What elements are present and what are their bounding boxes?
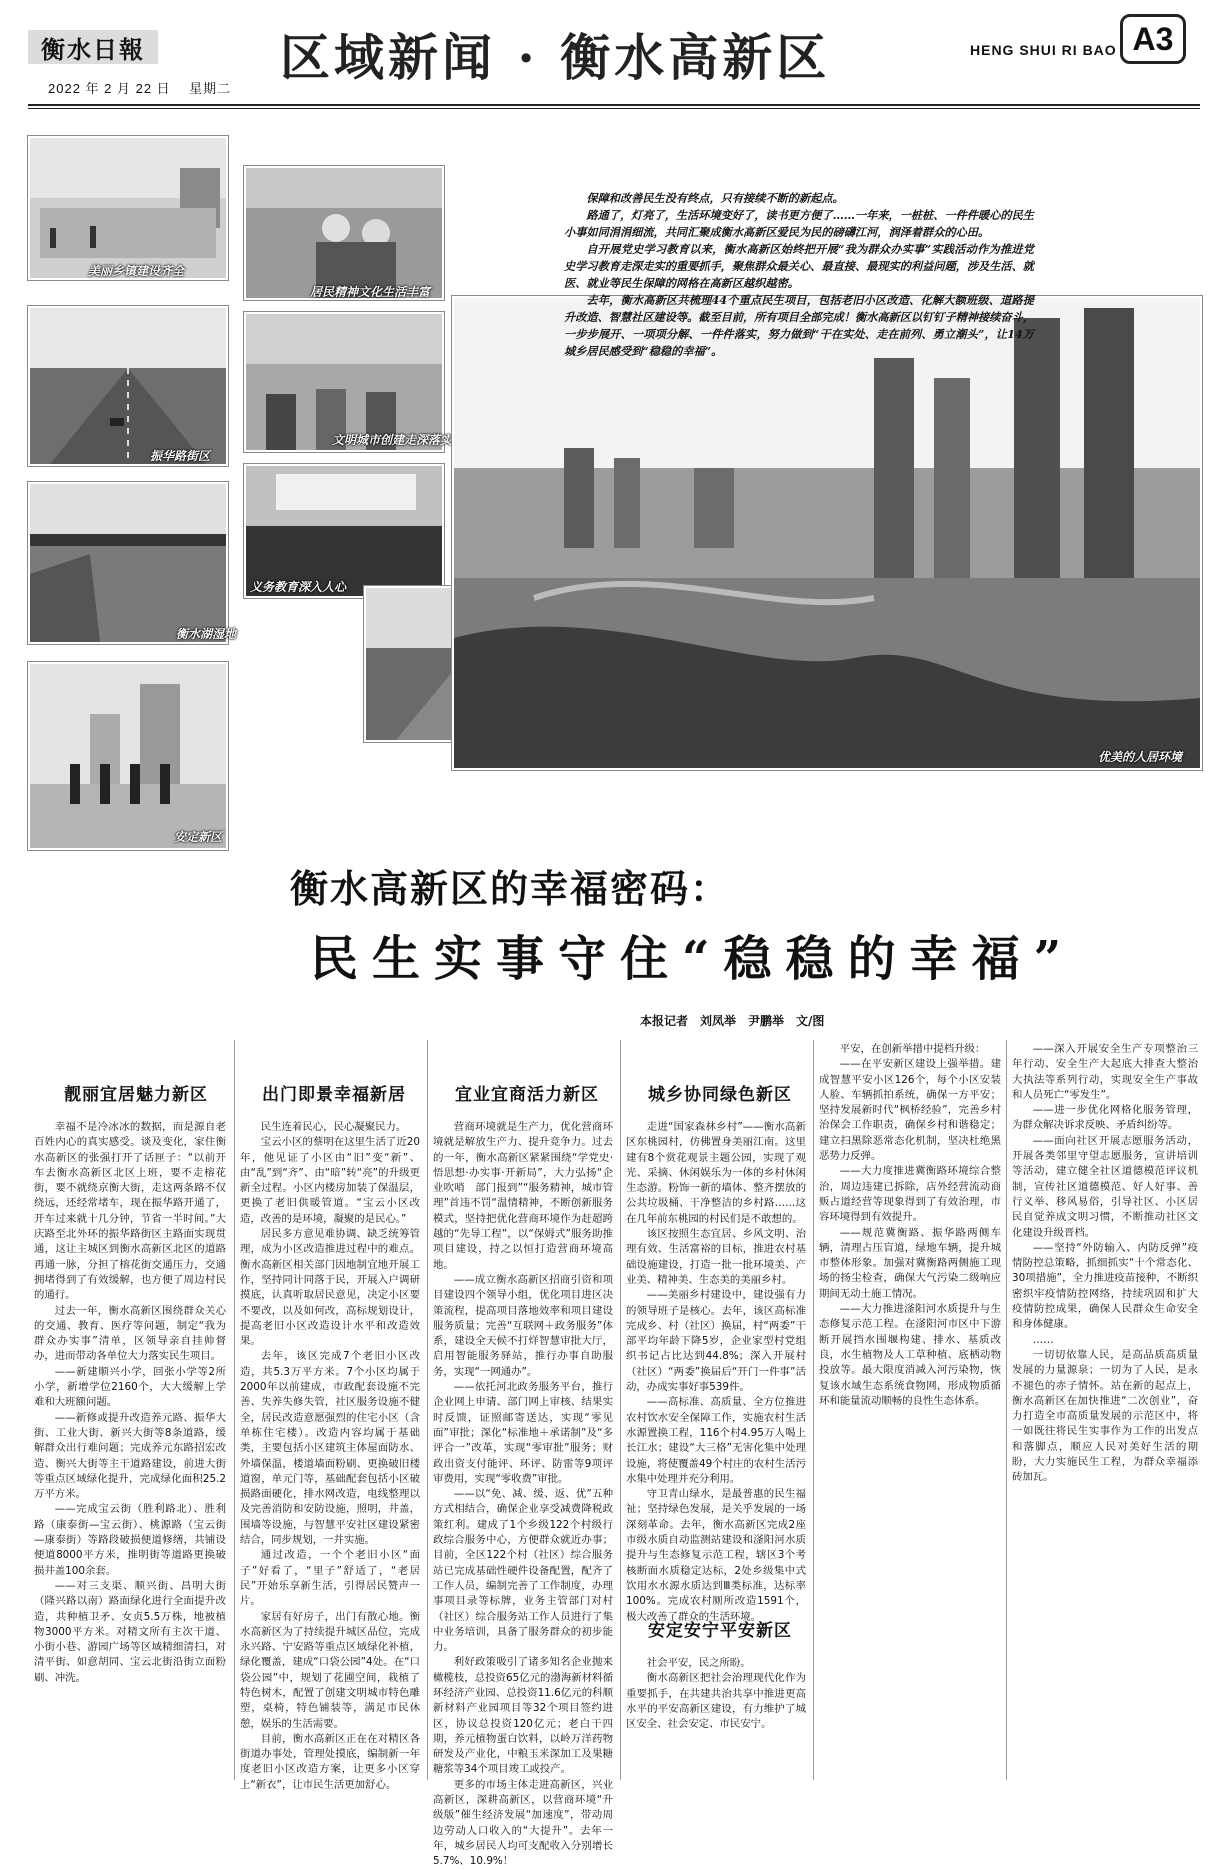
paragraph: ——面向社区开展志愿服务活动，开展各类邻里守望志愿服务，宣讲培训等活动，建立健全社区道德模范评议机制，宣传社区道德模范、好人好事、善行义举、移风易俗，引导社区、小区居民自觉养成文明习惯，不断推动社区文化建设升级晋档。 (1012, 1134, 1198, 1239)
paragraph: …… (1032, 1333, 1054, 1346)
paragraph: 一切切依靠人民，是高品质高质量发展的力量源泉；一切为了人民，是永不褪色的赤子情怀。站在新的起点上，衡水高新区在加快推进“二次创业”，奋力打造全市高质量发展的示范区中，将一如既往将民生实事作为工作的出发点和落脚点，顺应人民对美好生活的期盼，大力实施民生工程，为群众幸福添砖加瓦。 (1012, 1348, 1198, 1484)
intro-text (564, 190, 1034, 360)
photo-residents-dancing (244, 166, 444, 300)
byline: 本报记者 刘凤举 尹鹏举 文/图 (640, 1014, 825, 1028)
paragraph: ——以“免、减、缓、返、优”五种方式相结合，确保企业享受减费降税政策红利。建成了1个乡级122个村级行政综合服务中心，方便群众就近办事；目前，全区122个村（社区）综合服务站已完成基础性硬件设备配置，配齐了工作人员，编制完善了工作制度，办理事项目录等标牌，业务主管部门对村（社区）综合服务站工作人员进行了集中业务培训，具备了服务群众的初步能力。 (433, 1488, 613, 1654)
column-divider (620, 1040, 621, 1780)
column-divider (813, 1040, 814, 1780)
column-divider (427, 1040, 428, 1780)
masthead-rule-thin (28, 108, 1200, 109)
paragraph: 衡水高新区把社会治理现代化作为重要抓手，在共建共治共享中推进更高水平的平安高新区建设，有力维护了城区安全、社会安定、市民安宁。 (626, 1672, 806, 1731)
paragraph: ——坚持“外防输入、内防反弹”疫情防控总策略，抓细抓实“十个常态化、30项措施”，全力推进疫苗接种，不断织密织牢疫情防控网络，持续巩固和扩大疫情防控成果，确保人民群众生命安全和身体健康。 (1012, 1241, 1198, 1331)
section-title: 出门即景幸福新居 (262, 1085, 406, 1105)
photo-city-aerial (452, 296, 1202, 770)
photo-village-square (28, 136, 228, 280)
masthead-pinyin: HENG SHUI RI BAO (970, 42, 1117, 58)
paragraph: 走进“国家森林乡村”——衡水高新区东桃园村，仿佛置身美丽江南。这里建有8个赏花观景主题公园，实现了观光、采摘、休闲娱乐为一体的乡村休闲生态游。粉饰一新的墙体、整齐摆放的公共垃圾桶、干净整洁的乡村路……这在几年前东桃园的村民们是不敢想的。 (626, 1121, 806, 1225)
article-column (240, 1120, 420, 1793)
section-title: 宜业宜商活力新区 (455, 1085, 599, 1105)
photo-caption: 安定新区 (174, 830, 223, 844)
paragraph: ——完成宝云街（胜利路北）、胜利路（康泰街—宝云街）、桃源路（宝云街—康泰街）等路段破损便道修缮，共铺设便道8000平方米，推明街等道路更换破损井盖100余套。 (34, 1503, 226, 1577)
paragraph: 该区按照生态宜居、乡风文明、治理有效、生活富裕的目标，推进农村基础设施建设，打造一批一批环境美、产业美、精神美、生态美的美丽乡村。 (626, 1228, 806, 1286)
intro-paragraph: 保障和改善民生没有终点，只有接续不断的新起点。 (586, 191, 844, 205)
photo-caption: 优美的人居环境 (1098, 750, 1183, 764)
paragraph: ——依托河北政务服务平台，推行企业网上申请、部门网上审核、结果实时反馈，证照邮寄送达，实现“零见面”审批；深化“标准地＋承诺制”及“多评合一”改革，实现“零审批”服务；财政出资支付能评、环评、防雷等9项评审费用，实现“零收费”审批。 (433, 1381, 613, 1485)
weekday: 星期二 (189, 81, 232, 96)
paragraph: ——对三支渠、顺兴街、昌明大街（隆兴路以南）路面绿化进行全面提升改造，共种植卫矛、女贞5.5万株，地被植物3000平方米。对精文所有主次干道、小街小巷、游园广场等区域精细清扫，对清平街、如意胡同、宝云北街沿街立面粉刷、冲洗。 (34, 1579, 226, 1684)
paragraph: ——规范冀衡路、振华路两侧车辆，清理占压盲道，绿地车辆，提升城市整体形象。加强对冀衡路两侧施工现场的扬尘检查，确保大气污染二级响应期间无动土施工情况。 (819, 1226, 1001, 1300)
paragraph: ——大力度推进冀衡路环境综合整治，周边违建已拆除，店外经营流动商贩占道经营等现象得到了有效治理，市容环境得到有效提升。 (819, 1165, 1001, 1224)
paragraph: 目前，衡水高新区正在在对精区各街道办事处，管理处摸底，编制新一年度老旧小区改造方案，让更多小区穿上“新衣”，让市民生活更加舒心。 (240, 1732, 420, 1791)
issue-date (48, 78, 231, 97)
photo-patrol (28, 662, 228, 850)
paragraph: 过去一年，衡水高新区围绕群众关心的交通、教育、医疗等问题，制定“我为群众办实事”清单，区领导亲自挂帅督办，进而带动各单位大力落实民生项目。 (34, 1304, 226, 1363)
paragraph: 守卫青山绿水，是最普惠的民生福祉；坚持绿色发展，是关乎发展的一场深刻革命。去年，衡水高新区完成2座市级水质自动监测站建设和滏阳河水质提升与生态修复示范工程，辖区3个考核断面水质稳定达标，2处乡级集中式饮用水水源水质达到Ⅲ类标准，达标率100%。完成农村厕所改造1591个，极大改善了群众的生活环境。 (626, 1488, 806, 1623)
photo-caption: 居民精神文化生活丰富 (310, 285, 431, 299)
paragraph: 宝云小区的蔡明在这里生活了近20年，他见证了小区由“旧”变“新”、由“乱”到“齐”、由“暗”转“亮”的升级更新全过程。小区内楼房加装了保温层，更换了老旧供暖管道。“宝云小区改造，改善的是环境，凝聚的是民心。” (240, 1136, 420, 1225)
section-title: 安定安宁平安新区 (648, 1621, 792, 1641)
column-divider (234, 1040, 235, 1780)
masthead-rule (28, 104, 1200, 106)
paragraph: ——进一步优化网格化服务管理，为群众解决诉求反映、矛盾纠纷等。 (1012, 1104, 1198, 1132)
photo-caption: 振华路街区 (150, 449, 211, 463)
paragraph: 去年，该区完成7个老旧小区改造，共5.3万平方米。7个小区均属于2000年以前建成，市政配套设施不完善、失养失修失管，社区服务设施不健全，居民改造意愿强烈的住宅小区（含单栋住宅楼）。改造内容均属于基础类，主要包括小区建筑主体屋面防水、外墙保温，楼道墙面粉刷、更换破旧楼道窗，单元门等，基础配套包括小区破损路面硬化，排水网改造，电线整理以及完善消防和安防设施，照明，井盖，围墙等设施，与智慧平安社区建设紧密结合，同步规划，一并实施。 (240, 1350, 420, 1547)
headline: 衡水高新区的幸福密码： (290, 867, 731, 911)
section-title: 靓丽宜居魅力新区 (64, 1085, 208, 1105)
paragraph: ——高标准、高质量、全方位推进农村饮水安全保障工作，实施农村生活水源置换工程，116个村4.95万人喝上长江水；建设“大三格”无害化集中处理设施，将使覆盖49个村庄的农村生活污水集中处理并充分利用。 (626, 1396, 806, 1485)
article-column (626, 1656, 806, 1732)
paragraph: ——成立衡水高新区招商引资和项目建设四个领导小组，优化项目进区决策流程，提高项目落地效率和项目建设服务质量；完善“互联网＋政务服务”体系，建设全天候不打烊智慧审批大厅，启用智能服务驿站，推行办事自助服务，实现“一网通办”。 (433, 1273, 613, 1378)
photo-caption: 文明城市创建走深落实 (332, 433, 453, 447)
paragraph: ——在平安新区建设上强举措。建成智慧平安小区126个，每个小区安装人脸、车辆抓拍系统，确保一方平安；坚持发展新时代“枫桥经验”，完善乡村治保会工作职责，确保乡村和谐稳定；建立扫黑除恶常态化机制，坚决杜绝黑恶势力反弹。 (819, 1058, 1001, 1163)
intro-paragraph: 路通了，灯亮了，生活环境变好了，读书更方便了……一年来，一桩桩、一件件暖心的民生小事如同涓涓细流，共同汇聚成衡水高新区爱民为民的磅礴江河，润泽着群众的心田。 (564, 208, 1034, 239)
photo-caption: 美丽乡镇建设齐全 (88, 264, 185, 278)
paragraph: 利好政策吸引了诸多知名企业抛来橄榄枝，总投资65亿元的渤海新材料循环经济产业园、总投资11.6亿元的科顺新材料产业园项目等32个项目签约进区，协议总投资120亿元；老白干四期，养元植物蛋白饮料，以岭万洋药物研发及产业化，中粮玉米深加工及果糖糖浆等34个项目竣工或投产。 (433, 1656, 613, 1776)
photo-caption: 衡水湖湿地 (176, 627, 237, 641)
article-column (819, 1042, 1001, 1409)
paragraph: 社会平安，民之所盼。 (646, 1657, 751, 1669)
photo-caption: 义务教育深入人心 (250, 580, 347, 594)
subheadline: 民生实事守住“稳稳的幸福” (310, 931, 1076, 987)
date: 2022 年 2 月 22 日 (48, 81, 171, 96)
article-column (626, 1120, 806, 1625)
paragraph: 营商环境就是生产力，优化营商环境就是解放生产力、提升竞争力。过去的一年，衡水高新区紧紧围绕“学党史·悟思想·办实事·开新局”，大力弘扬“企业吹哨 部门报到”“服务精神，城市管理”首违不罚“温情精神，不断创新服务模式，坚持把优化营商环境作为赶超跨越的“先导工程”，以“保姆式”服务助推项目建设，持之以恒打造营商环境高地。 (433, 1121, 613, 1271)
paragraph: ——大力推进滏阳河水质提升与生态修复示范工程。在滏阳河市区中下游断开展挡水围堰构建、排水、基质改良，水生植物及人工草种植、底栖动物投放等。最大限度消减入河污染物，恢复该水域生态系统食物网，形成物质循环和能量流动顺畅的良性生态体系。 (819, 1303, 1001, 1407)
page-number-badge: A3 (1120, 14, 1186, 64)
newspaper-logo: 衡水日報 (28, 30, 158, 64)
column-divider (1006, 1040, 1007, 1780)
paragraph: 通过改造，一个个老旧小区“面子”好看了，“里子”舒适了，“老居民”开始乐享新生活，引得居民赞声一片。 (240, 1549, 420, 1608)
photo-road (28, 306, 228, 466)
paragraph: 家居有好房子，出门有散心地。衡水高新区为了持续提升城区品位，完成永兴路、宁安路等重点区域绿化补植，绿化覆盖，建成“口袋公园”4处。在“口袋公园”中，规划了花圃空间，栽植了特色树木，配置了创建文明城市特色雕塑，桌椅，特色铺装等，满足市民休憩，娱乐的生活需要。 (240, 1610, 420, 1730)
section-title: 城乡协同绿色新区 (648, 1085, 792, 1105)
paragraph: ——新修或提升改造养元路、振华大街、工业大街、新兴大街等8条道路，缓解群众出行难问题；完成养元东路招宏改造、衡兴大街等主干道路建设，前进大街等重点区域绿化提升，完成绿化面积25.2万平方米。 (34, 1411, 226, 1501)
intro-paragraph: 去年，衡水高新区共梳理44个重点民生项目，包括老旧小区改造、化解大额班级、道路提升改造、智慧社区建设等。截至目前，所有项目全部完成！衡水高新区以钉钉子精神接续奋斗，一步步展开、一项项分解、一件件落实，努力做到“干在实处、走在前列、勇立潮头”，让14万城乡居民感受到“稳稳的幸福”。 (564, 293, 1034, 358)
paragraph: 更多的市场主体走进高新区，兴业高新区，深耕高新区，以营商环境“升级版”催生经济发展“加速度”，带动周边劳动人口收入的“大提升”。去年一年，城乡居民人均可支配收入分别增长5.7%、10.9%！ (433, 1778, 613, 1868)
intro-paragraph: 自开展党史学习教育以来，衡水高新区始终把开展“我为群众办实事”实践活动作为推进党史学习教育走深走实的重要抓手，聚焦群众最关心、最直接、最现实的利益问题，涉及生活、就医、就业等民生保障的网格在高新区越织越密。 (564, 242, 1034, 290)
paragraph: 幸福不是冷冰冰的数据，而是源自老百姓内心的真实感受。谈及变化，家住衡水高新区的张强打开了话匣子：“以前开车去衡水高新区北区上班，要不走榕花街，要不就绕京衡大街，走这两条路不仅绕远，还经常堵车，现在振华路开通了，开车过来就十几分钟，节省一半时间。”大庆路至北外环的振华路街区主路面实现贯通，这让主城区到衡水高新区北区的道路再通一脉，分担了榕花街交通压力，交通拥堵得到了有效缓解，也方便了周边村民的通行。 (34, 1121, 226, 1302)
paragraph: ——美丽乡村建设中，建设强有力的领导班子是核心。去年，该区高标准完成乡、村（社区）换届，村“两委”干部平均年龄下降5岁，企业家型村党组织书记占比达到44.8%；深入开展村（社区）“两委”换届后“开门一件事”活动，办成实事好事539件。 (626, 1289, 806, 1394)
article-column (433, 1120, 613, 1870)
paragraph: 民生连着民心，民心凝聚民力。 (260, 1121, 407, 1133)
page-section-title: 区域新闻 · 衡水高新区 (280, 28, 831, 87)
photo-river (28, 482, 228, 644)
paragraph: ——新建顺兴小学，回张小学等2所小学，新增学位2160个，大大缓解上学难和大班额问题。 (34, 1365, 226, 1409)
paragraph: 平安，在创新举措中提档升级： (839, 1043, 986, 1055)
article-column (1012, 1042, 1198, 1486)
article-column (34, 1120, 226, 1686)
paragraph: ——深入开展安全生产专项整治三年行动、安全生产大起底大排查大整治大执法等系列行动，实现安全生产事故和人员死亡“零发生”。 (1012, 1043, 1198, 1101)
paragraph: 居民多方意见难协调、缺乏统筹管理，成为小区改造推进过程中的难点。衡水高新区相关部门因地制宜地开展工作，坚持同计同落于民，开展入户调研摸底，认真听取居民意见，决定小区要不要改，以及如何改，高标规划设计，提高老旧小区改造设计水平和改造效果。 (240, 1228, 420, 1348)
